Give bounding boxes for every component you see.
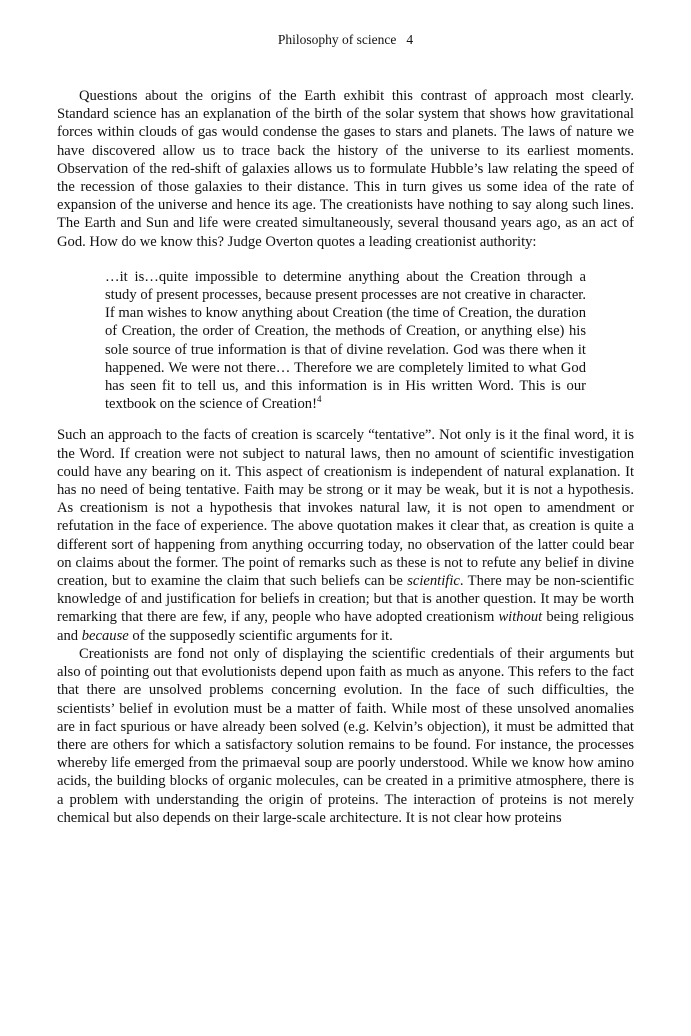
paragraph-approach-part-c: being religious and (57, 609, 634, 644)
footnote-marker: 4 (316, 394, 322, 405)
paragraph-origins: Questions about the origins of the Earth exhibit this contrast of approach most clearly. Standard science has an explanation of the birth of the solar system that shows how gravitational forces within clouds of gas would condense the gases to stars and planets. The laws of nature we have discovered allow us to trace back the history of the universe to its earliest moments. Observation of the red-shift of galaxies allows us to formulate Hubble’s law relating the speed of the recession of those galaxies to their distance. This in turn gives us some idea of the rate of expansion of the universe and hence its age. The creationists have nothing to say along such lines. The Earth and Sun and life were created simultaneously, several thousand years ago, as an act of God. How do we know this? Judge Overton quotes a leading creationist authority: (57, 88, 634, 250)
page-number: 4 (406, 32, 414, 47)
paragraph-approach-part-b: . There may be non-scientific knowledge of and justification for beliefs in creation; but that is another question. It may be worth remarking that there are few, if any, people who have adopted creationism (57, 573, 634, 626)
page-body (57, 87, 634, 827)
emphasis-because: because (81, 627, 129, 644)
paragraph-faith: Creationists are fond not only of displaying the scientific credentials of their arguments but also of pointing out that evolutionists depend upon faith as much as anyone. This refers to the fact that there are unsolved problems concerning evolution. In the face of such difficulties, the scientists’ belief in evolution must be a matter of faith. While most of these unsolved anomalies are in fact spurious or have already been solved (e.g. Kelvin’s objection), it must be admitted that there are others for which a satisfactory solution remains to be found. For instance, the processes whereby life emerged from the primaeval soup are poorly understood. While we know how amino acids, the building blocks of organic molecules, can be created in a primitive atmosphere, there is a problem with understanding the origin of proteins. The interaction of proteins is not merely chemical but also depends on their large-scale architecture. It is not clear how proteins (57, 645, 634, 826)
paragraph-approach (57, 426, 634, 644)
header-title: Philosophy of science (277, 32, 397, 47)
block-quote (105, 268, 586, 414)
emphasis-without: without (498, 609, 543, 626)
quote-text: …it is…quite impossible to determine anything about the Creation through a study of present processes, because present processes are not creative in character. If man wishes to know anything about Creation (the time of Creation, the duration of Creation, the order of Creation, the methods of Creation, or anything else) his sole source of true information is that of divine revelation. God was there when it happened. We were not there… Therefore we are completely limited to what God has seen fit to tell us, and this information is in His written Word. This is our textbook on the science of Creation! (105, 268, 586, 413)
paragraph-approach-part-a: Such an approach to the facts of creation is scarcely “tentative”. Not only is it the final word, it is the Word. If creation were not subject to natural laws, then no amount of scientific investigation could have any bearing on it. This aspect of creationism is independent of natural explanation. It has no need of being tentative. Faith may be strong or it may be weak, but it is not a hypothesis. As creationism is not a hypothesis that invokes natural law, it is not open to amendment or refutation in the face of experience. The above quotation makes it clear that, as creation is quite a different sort of happening from anything occurring today, no observation of the latter could bear on claims about the former. The point of remarks such as these is not to refute any belief in divine creation, but to examine the claim that such beliefs can be (57, 427, 634, 590)
paragraph-approach-part-d: of the supposedly scientific arguments for it. (128, 627, 393, 644)
running-header (0, 32, 691, 48)
emphasis-scientific: scientific (407, 573, 460, 590)
